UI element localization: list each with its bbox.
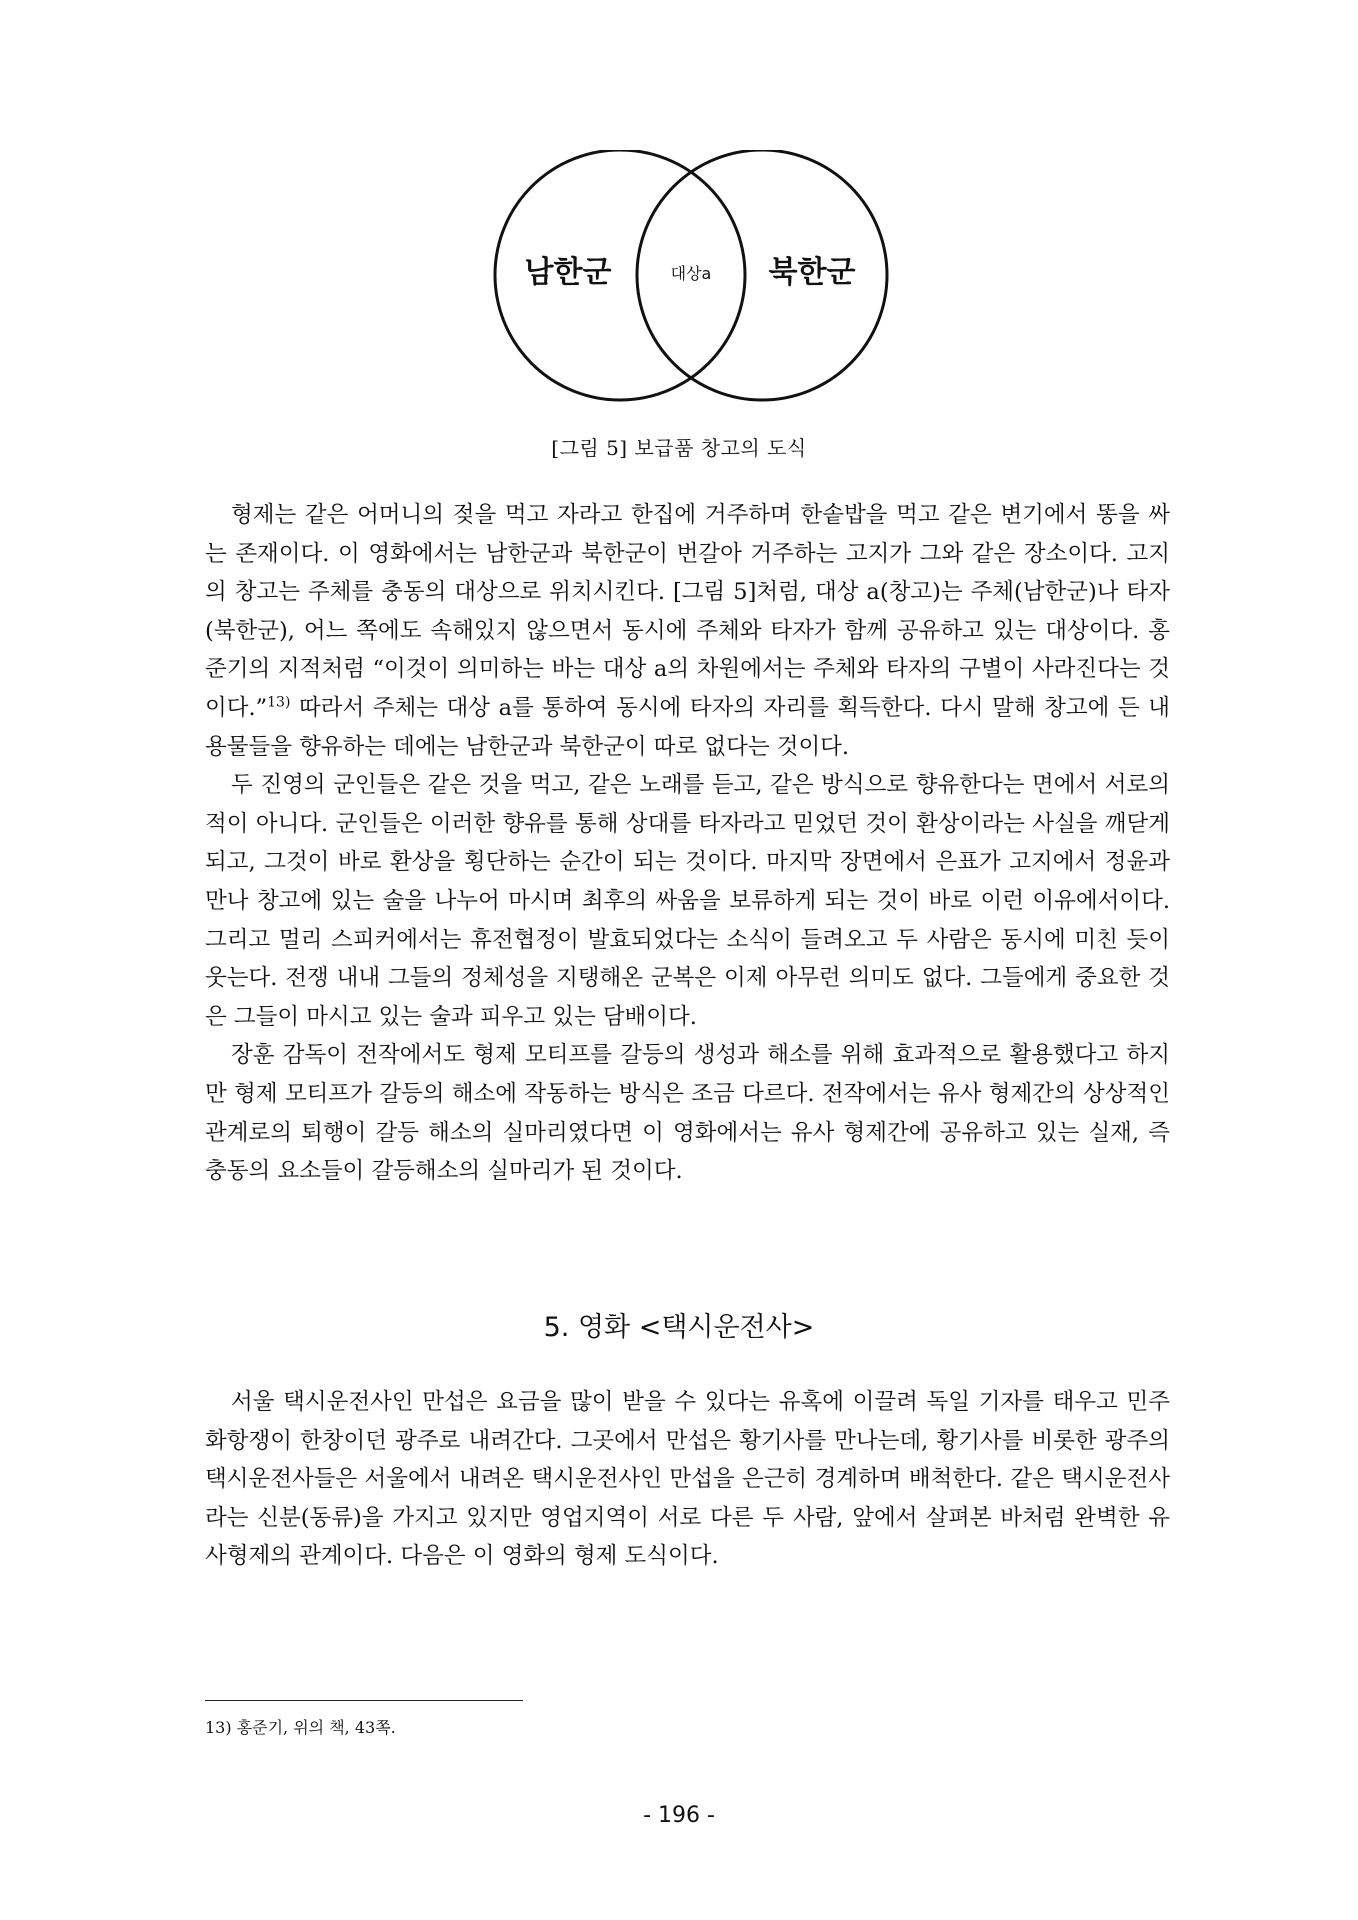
section-heading: 5. 영화 <택시운전사>: [543, 1312, 815, 1343]
paragraph-1-part-1: 형제는 같은 어머니의 젖을 먹고 자라고 한집에 거주하며 한솥밥을 먹고 같은 변기에서 똥을 싸는 존재이다. 이 영화에서는 남한군과 북한군이 번갈아 거주하는 고지가 그와 같은 장소이다. 고지의 창고는 주체를 충동의 대상으로 위치시킨다. [그림 5]처럼, 대상 a(창고)는 주체(남한군)나 타자(북한군), 어느 쪽에도 속해있지 않으면서 동시에 주체와 타자가 함께 공유하고 있는 대상이다. 홍준기의 지적처럼 “이것이 의미하는 바는 대상 a의 차원에서는 주체와 타자의 구별이 사라진다는 것이다.”: [205, 502, 1170, 721]
footnote: 13) 홍준기, 위의 책, 43쪽.: [205, 1718, 396, 1737]
paragraph-1: [205, 496, 1170, 766]
venn-diagram: [480, 150, 900, 410]
paragraph-1-part-2: 따라서 주체는 대상 a를 통하여 동시에 타자의 자리를 획득한다. 다시 말해 창고에 든 내용물들을 향유하는 데에는 남한군과 북한군이 따로 없다는 것이다.: [205, 694, 1170, 760]
body-text: [205, 496, 1170, 1191]
section-body-text: [205, 1383, 1170, 1576]
page-number: - 196 -: [643, 1803, 715, 1828]
paragraph-3: 장훈 감독이 전작에서도 형제 모티프를 갈등의 생성과 해소를 위해 효과적으로 활용했다고 하지만 형제 모티프가 갈등의 해소에 작동하는 방식은 조금 다르다. 전작에서는 유사 형제간의 상상적인 관계로의 퇴행이 갈등 해소의 실마리였다면 이 영화에서는 유사 형제간에 공유하고 있는 실재, 즉 충동의 요소들이 갈등해소의 실마리가 된 것이다.: [205, 1042, 1170, 1185]
paragraph-2: 두 진영의 군인들은 같은 것을 먹고, 같은 노래를 듣고, 같은 방식으로 향유한다는 면에서 서로의 적이 아니다. 군인들은 이러한 향유를 통해 상대를 타자라고 믿었던 것이 환상이라는 사실을 깨닫게 되고, 그것이 바로 환상을 횡단하는 순간이 되는 것이다. 마지막 장면에서 은표가 고지에서 정윤과 만나 창고에 있는 술을 나누어 마시며 최후의 싸움을 보류하게 되는 것이 바로 이런 이유에서이다. 그리고 멀리 스피커에서는 휴전협정이 발효되었다는 소식이 들려오고 두 사람은 동시에 미친 듯이 웃는다. 전쟁 내내 그들의 정체성을 지탱해온 군복은 이제 아무런 의미도 없다. 그들에게 중요한 것은 그들이 마시고 있는 술과 피우고 있는 담배이다.: [205, 772, 1170, 1030]
venn-left-label: 남한군: [524, 255, 612, 290]
footnote-divider: [205, 1700, 523, 1701]
figure-caption: [그림 5] 보급품 창고의 도식: [551, 436, 807, 460]
paragraph-4: 서울 택시운전사인 만섭은 요금을 많이 받을 수 있다는 유혹에 이끌려 독일 기자를 태우고 민주화항쟁이 한창이던 광주로 내려간다. 그곳에서 만섭은 황기사를 만나는데, 황기사를 비롯한 광주의 택시운전사들은 서울에서 내려온 택시운전사인 만섭을 은근히 경계하며 배척한다. 같은 택시운전사라는 신분(동류)을 가지고 있지만 영업지역이 서로 다른 두 사람, 앞에서 살펴본 바처럼 완벽한 유사형제의 관계이다. 다음은 이 영화의 형제 도식이다.: [205, 1389, 1170, 1570]
venn-right-label: 북한군: [768, 255, 856, 290]
venn-center-label: 대상a: [670, 264, 712, 283]
footnote-ref: 13): [267, 694, 291, 711]
